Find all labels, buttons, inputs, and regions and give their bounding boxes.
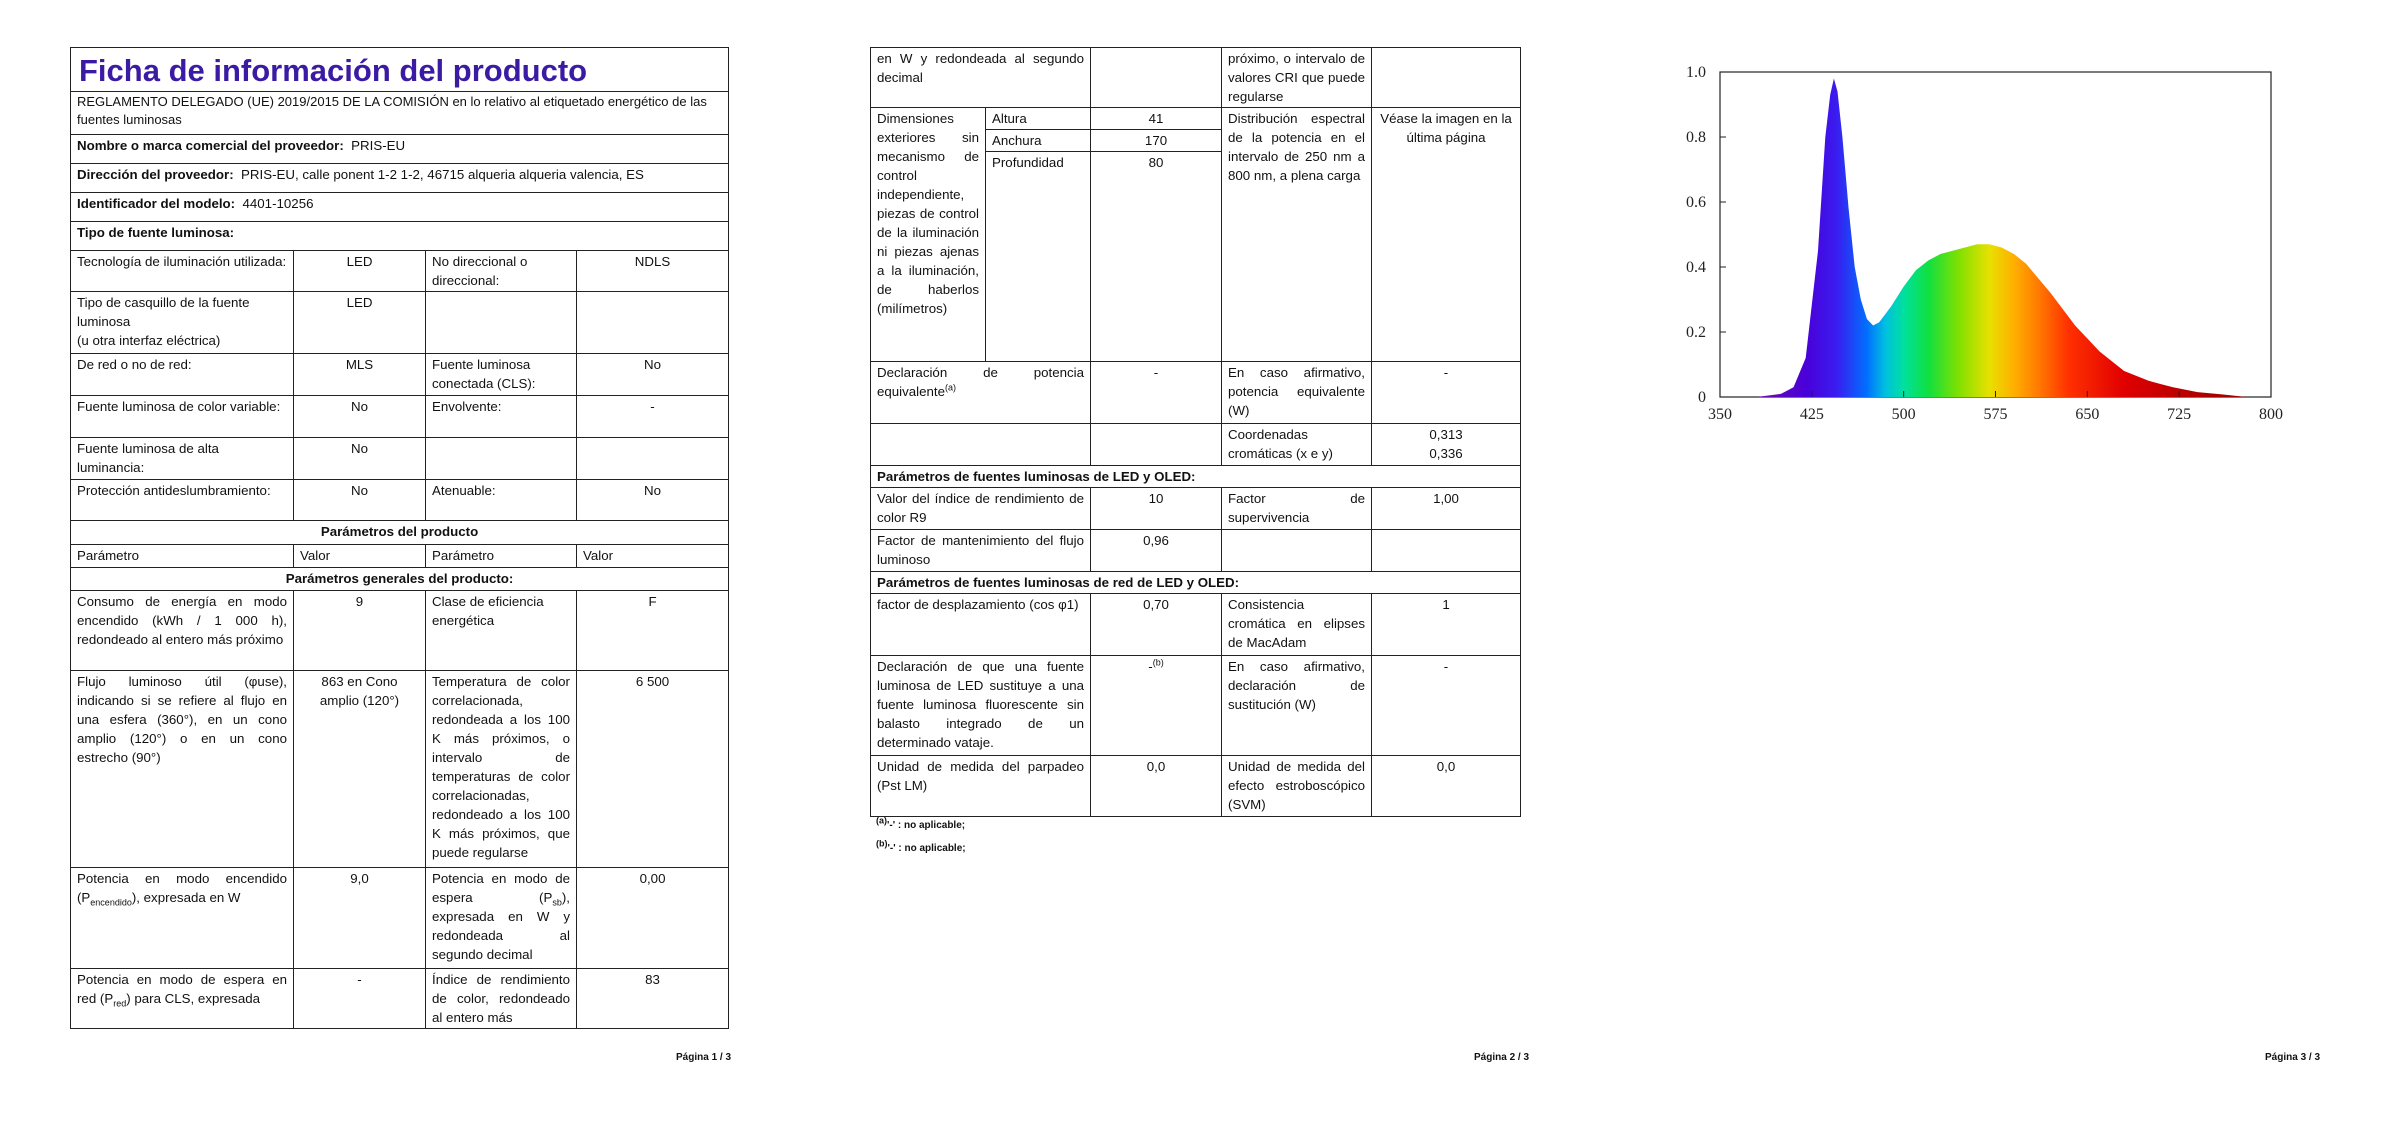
eqp-sup: (a) [945, 382, 957, 393]
x-tick-label-800: 800 [2259, 406, 2283, 423]
net-label-post: ) para CLS, expresada [126, 991, 261, 1006]
consistency-value: 1 [1372, 594, 1521, 656]
empty-cell [1091, 424, 1222, 466]
r9-label: Valor del índice de rendimiento de color R9 [871, 488, 1091, 530]
led-params-heading: Parámetros de fuentes luminosas de LED y OLED: [871, 466, 1521, 488]
empty-cell [871, 424, 1091, 466]
product-info-table-part1 [70, 47, 729, 1029]
maintenance-value: 0,96 [1091, 530, 1222, 572]
depth-value: 80 [1091, 152, 1222, 362]
x-tick-label-650: 650 [2075, 406, 2100, 423]
r9-value: 10 [1091, 488, 1222, 530]
high-luminance-label: Fuente luminosa de alta luminancia: [71, 438, 294, 480]
height-label: Altura [986, 108, 1091, 130]
page-2 [794, 0, 1588, 1123]
empty-cell [1222, 530, 1372, 572]
source-type-heading: Tipo de fuente luminosa: [71, 222, 729, 251]
y-tick-label-0.2: 0.2 [1686, 324, 1706, 341]
mains-led-heading: Parámetros de fuentes luminosas de red de LED y OLED: [871, 572, 1521, 594]
empty-cell [1091, 48, 1222, 108]
on-power-sub: encendido [90, 897, 132, 908]
cls-value: No [577, 354, 729, 396]
survival-value: 1,00 [1372, 488, 1521, 530]
x-tick-label-350: 350 [1708, 406, 1732, 423]
cri-value: 83 [577, 969, 729, 1029]
empty-cell [1372, 530, 1521, 572]
width-value: 170 [1091, 130, 1222, 152]
survival-label: Factor de supervivencia [1222, 488, 1372, 530]
address-value: PRIS-EU, calle ponent 1-2 1-2, 46715 alqueria alqueria valencia, ES [241, 167, 644, 182]
supplier-row [71, 135, 729, 164]
flicker-label: Unidad de medida del parpadeo (Pst LM) [871, 756, 1091, 817]
equivalent-power-value: - [1091, 362, 1222, 424]
footnote-b [876, 838, 966, 854]
model-value: 4401-10256 [242, 196, 314, 211]
empty-cell [426, 438, 577, 480]
on-power-value: 9,0 [294, 868, 426, 969]
model-row [71, 193, 729, 222]
empty-cell [577, 438, 729, 480]
standby-label-pre: Potencia en modo de espera (P [432, 871, 570, 905]
net-sub: red [113, 998, 127, 1009]
model-label: Identificador del modelo: [77, 196, 236, 211]
address-row [71, 164, 729, 193]
footnote-b-text: '-' : no aplicable; [887, 843, 966, 854]
product-info-table-part2 [870, 47, 1521, 817]
glare-value: No [294, 480, 426, 521]
maintenance-label: Factor de mantenimiento del flujo luminoso [871, 530, 1091, 572]
color-variable-label: Fuente luminosa de color variable: [71, 396, 294, 438]
spd-area [1757, 79, 2247, 398]
address-label: Dirección del proveedor: [77, 167, 234, 182]
empty-cell [1372, 48, 1521, 108]
cri-label: Índice de rendimiento de color, redondeado al entero más [426, 969, 577, 1029]
eqp-text: Declaración de potencia equivalente [877, 365, 1085, 399]
footnote-a-mark: (a) [876, 815, 887, 826]
params-heading: Parámetros del producto [71, 521, 729, 545]
y-tick-label-0: 0 [1698, 389, 1706, 406]
replacement-watts-label: En caso afirmativo, declaración de sustitución (W) [1222, 656, 1372, 756]
high-luminance-value: No [294, 438, 426, 480]
displacement-label: factor de desplazamiento (cos φ1) [871, 594, 1091, 656]
envelope-label: Envolvente: [426, 396, 577, 438]
spd-label: Distribución espectral de la potencia en el intervalo de 250 nm a 800 nm, a plena carga [1222, 108, 1372, 362]
on-power-label-post: ), expresada en W [131, 890, 241, 905]
consistency-label: Consistencia cromática en elipses de MacAdam [1222, 594, 1372, 656]
equivalent-watts-label: En caso afirmativo, potencia equivalente (W) [1222, 362, 1372, 424]
col-value-header: Valor [577, 545, 729, 568]
y-tick-label-0.4: 0.4 [1686, 259, 1706, 276]
mains-label: De red o no de red: [71, 354, 294, 396]
dir-label: No direccional o direccional: [426, 251, 577, 292]
cct-label: Temperatura de color correlacionada, redondeada a los 100 K más próximos, o intervalo de temperaturas de color correlacionadas, redondeado a los 100 K más próximos, que puede regularse [426, 671, 577, 868]
chromaticity-values [1372, 424, 1521, 466]
cls-label: Fuente luminosa conectada (CLS): [426, 354, 577, 396]
cap-label-line2: (u otra interfaz eléctrica) [77, 333, 221, 348]
page-footer: Página 2 / 3 [1474, 1052, 1530, 1063]
energy-label: Consumo de energía en modo encendido (kWh / 1 000 h), redondeado al entero más próximo [71, 591, 294, 671]
col-param-header: Parámetro [426, 545, 577, 568]
stroboscopic-value: 0,0 [1372, 756, 1521, 817]
dimmable-label: Atenuable: [426, 480, 577, 521]
efficiency-class-label: Clase de eficiencia energética [426, 591, 577, 671]
network-standby-label [71, 969, 294, 1029]
on-power-label-pre: Potencia en modo encendido (P [77, 871, 287, 905]
standby-power-value: 0,00 [577, 868, 729, 969]
energy-value: 9 [294, 591, 426, 671]
net-label-pre: Potencia en modo de espera en red (P [77, 972, 287, 1006]
y-tick-label-0.8: 0.8 [1686, 129, 1706, 146]
empty-cell [577, 292, 729, 354]
dimmable-value: No [577, 480, 729, 521]
regulation-text: REGLAMENTO DELEGADO (UE) 2019/2015 DE LA COMISIÓN en lo relativo al etiquetado energético de las fuentes luminosas [71, 92, 729, 135]
mains-value: MLS [294, 354, 426, 396]
page-footer: Página 1 / 3 [676, 1052, 732, 1063]
stroboscopic-label: Unidad de medida del efecto estroboscópico (SVM) [1222, 756, 1372, 817]
on-power-label [71, 868, 294, 969]
height-value: 41 [1091, 108, 1222, 130]
continued-left: en W y redondeada al segundo decimal [871, 48, 1091, 108]
standby-sub: sb [552, 897, 562, 908]
chromaticity-label: Coordenadas cromáticas (x e y) [1222, 424, 1372, 466]
page-footer: Página 3 / 3 [2265, 1052, 2321, 1063]
tech-label: Tecnología de iluminación utilizada: [71, 251, 294, 292]
cap-value: LED [294, 292, 426, 354]
replacement-label: Declaración de que una fuente luminosa de LED sustituye a una fuente luminosa fluorescente sin balasto integrado de un determinado vataje. [871, 656, 1091, 756]
equivalent-power-label [871, 362, 1091, 424]
replacement-dash: - [1148, 659, 1153, 674]
chroma-x: 0,313 [1429, 427, 1463, 442]
flicker-value: 0,0 [1091, 756, 1222, 817]
color-variable-value: No [294, 396, 426, 438]
x-tick-label-425: 425 [1799, 406, 1824, 423]
cap-label [71, 292, 294, 354]
tech-value: LED [294, 251, 426, 292]
standby-label-post: ), expresada en W y redondeada al segundo decimal [432, 890, 570, 962]
glare-label: Protección antideslumbramiento: [71, 480, 294, 521]
spectral-distribution-chart [1588, 40, 2382, 440]
dimensions-label: Dimensiones exteriores sin mecanismo de control independiente, piezas de control de la iluminación ni piezas ajenas a la iluminación, de haberlos (milímetros) [871, 108, 986, 362]
y-tick-label-0.6: 0.6 [1686, 194, 1706, 211]
network-standby-value: - [294, 969, 426, 1029]
empty-cell [426, 292, 577, 354]
general-params-heading: Parámetros generales del producto: [71, 568, 729, 591]
replacement-sup: (b) [1152, 657, 1164, 668]
width-label: Anchura [986, 130, 1091, 152]
page-1 [0, 0, 794, 1123]
equivalent-watts-value: - [1372, 362, 1521, 424]
replacement-watts-value: - [1372, 656, 1521, 756]
supplier-value: PRIS-EU [351, 138, 406, 153]
page-title: Ficha de información del producto [71, 48, 729, 92]
continued-right: próximo, o intervalo de valores CRI que puede regularse [1222, 48, 1372, 108]
x-tick-label-500: 500 [1891, 406, 1916, 423]
supplier-label: Nombre o marca comercial del proveedor: [77, 138, 344, 153]
dir-value: NDLS [577, 251, 729, 292]
flux-value: 863 en Cono amplio (120°) [294, 671, 426, 868]
replacement-value [1091, 656, 1222, 756]
footnote-a-text: '-' : no aplicable; [887, 820, 966, 831]
depth-label: Profundidad [986, 152, 1091, 362]
col-value-header: Valor [294, 545, 426, 568]
footnote-a [876, 815, 966, 831]
x-tick-label-725: 725 [2167, 406, 2192, 423]
efficiency-class-value: F [577, 591, 729, 671]
footnote-b-mark: (b) [876, 838, 888, 849]
chroma-y: 0,336 [1429, 446, 1463, 461]
envelope-value: - [577, 396, 729, 438]
flux-label: Flujo luminoso útil (φuse), indicando si se refiere al flujo en una esfera (360°), en un cono amplio (120°) o en un cono estrecho (90°) [71, 671, 294, 868]
col-param-header: Parámetro [71, 545, 294, 568]
displacement-value: 0,70 [1091, 594, 1222, 656]
x-tick-label-575: 575 [1983, 406, 2008, 423]
spd-value: Véase la imagen en la última página [1372, 108, 1521, 362]
page-3 [1588, 0, 2382, 1123]
cap-label-line1: Tipo de casquillo de la fuente luminosa [77, 295, 250, 329]
standby-power-label [426, 868, 577, 969]
y-tick-label-1.0: 1.0 [1686, 64, 1706, 81]
cct-value: 6 500 [577, 671, 729, 868]
